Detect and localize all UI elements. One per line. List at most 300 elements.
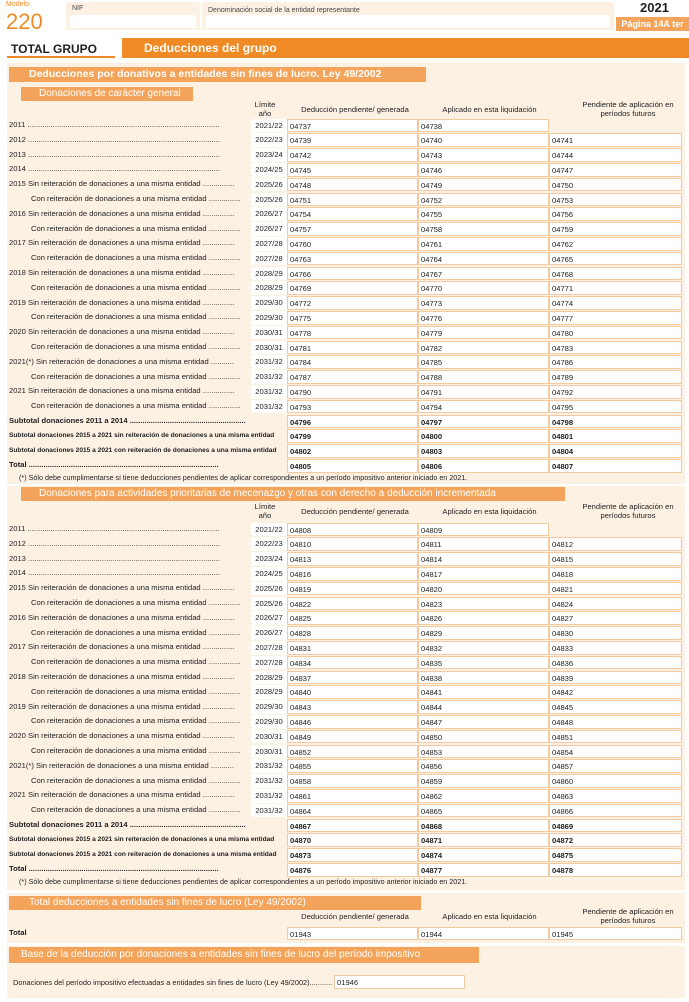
field-code: 04803 [421,447,443,457]
applied-field[interactable] [418,133,549,147]
total-label: Subtotal donaciones 2015 a 2021 sin reiteración de donaciones a una misma entidad [9,431,275,439]
pending-field[interactable] [287,178,418,192]
applied-field[interactable] [418,326,549,340]
field-code: 04768 [552,269,574,279]
future-field[interactable] [549,730,682,744]
applied-field[interactable] [418,207,549,221]
field-code: 04817 [421,569,443,579]
field-code: 04815 [552,555,574,565]
future-field[interactable] [549,567,682,581]
future-field[interactable] [549,597,682,611]
limit-year: 2023/24 [251,552,287,566]
field-code: 04771 [552,284,574,294]
pending-field[interactable] [287,567,418,581]
pending-total-field[interactable] [287,848,418,862]
pending-total-field[interactable] [287,429,418,443]
limit-year: 2031/32 [251,355,287,369]
field-code: 04845 [552,703,574,713]
pending-field[interactable] [287,385,418,399]
table-row [7,700,685,715]
field-code: 04872 [552,836,574,846]
pending-field[interactable] [287,193,418,207]
future-field[interactable] [549,207,682,221]
pending-field[interactable] [287,671,418,685]
future-field[interactable] [549,311,682,325]
pending-field[interactable] [287,774,418,788]
limit-year: 2031/32 [251,759,287,773]
field-code: 04868 [421,821,443,831]
col-future-header-3: Pendiente de aplicación en períodos futuros [582,907,674,925]
field-code: 04855 [290,762,312,772]
future-field[interactable] [549,715,682,729]
field-code: 04835 [421,658,443,668]
future-field[interactable] [549,774,682,788]
future-total-field[interactable] [549,444,682,458]
applied-field[interactable] [418,759,549,773]
applied-field[interactable] [418,789,549,803]
pending-field[interactable] [287,745,418,759]
row-label: Con reiteración de donaciones a una misma entidad ............... [31,775,241,785]
pending-field[interactable] [287,326,418,340]
row-label: Con reiteración de donaciones a una misma entidad ............... [31,342,241,351]
future-field[interactable] [549,341,682,355]
applied-field[interactable] [418,237,549,251]
applied-field[interactable] [418,296,549,310]
total-row [7,458,685,473]
applied-field[interactable] [418,537,549,551]
table-row [7,729,685,744]
future-field[interactable] [549,178,682,192]
col-pending-header: Deducción pendiente/ generada [301,105,409,114]
field-code: 04737 [290,121,312,131]
field-code: 04739 [290,136,312,146]
row-label: 2020 Sin reiteración de donaciones a una misma entidad ............... [9,327,235,337]
pending-field[interactable] [287,597,418,611]
field-code: 04810 [290,540,312,550]
pending-field[interactable] [287,685,418,699]
col-future-header-2: Pendiente de aplicación en períodos futuros [582,502,674,520]
priority-title: Donaciones para actividades prioritarias de mecenazgo y otras con derecho a deducción incrementada [21,487,565,501]
applied-field[interactable] [418,671,549,685]
field-code: 04788 [421,373,443,383]
field-code: 04853 [421,747,443,757]
row-label: Con reiteración de donaciones a una misma entidad ............... [31,805,241,815]
field-code: 04799 [290,432,312,442]
field-code: 04781 [290,343,312,353]
applied-field[interactable] [418,611,549,625]
total-row [7,414,685,429]
row-label: 2014 ........................................................................................... [9,164,220,174]
pending-field[interactable] [287,715,418,729]
pending-field[interactable] [287,163,418,177]
applied-field[interactable] [418,193,549,207]
row-label: 2011 ........................................................................................... [9,524,220,533]
applied-field[interactable] [418,804,549,818]
field-code: 04836 [552,658,574,668]
nif-input[interactable] [70,15,196,28]
pending-field[interactable] [287,133,418,147]
table-row [7,148,685,163]
applied-field[interactable] [418,267,549,281]
future-field[interactable] [549,400,682,414]
pending-field[interactable] [287,252,418,266]
table-row [7,655,685,670]
pending-field[interactable] [287,582,418,596]
table-row [7,566,685,581]
applied-field[interactable] [418,685,549,699]
applied-total-field[interactable] [418,444,549,458]
future-total-field[interactable] [549,863,682,877]
future-field[interactable] [549,685,682,699]
row-label: 2012 ........................................................................................... [9,538,220,548]
future-field[interactable] [549,537,682,551]
total-label: Total [9,928,27,937]
applied-field[interactable] [418,552,549,566]
field-code: 04770 [421,284,443,294]
applied-total-field[interactable] [418,459,549,473]
field-code: 04840 [290,688,312,698]
future-field[interactable] [549,355,682,369]
future-total-field[interactable] [549,819,682,833]
pending-field[interactable] [287,296,418,310]
field-code: 04761 [421,239,443,249]
future-total-field[interactable] [549,848,682,862]
applied-field[interactable] [418,178,549,192]
future-field[interactable] [549,163,682,177]
future-field[interactable] [549,133,682,147]
table-row [7,236,685,251]
field-code: 04782 [421,343,443,353]
future-total-field[interactable] [549,429,682,443]
pending-field[interactable] [287,730,418,744]
future-field[interactable] [549,552,682,566]
field-code: 04744 [552,151,574,161]
row-label: 2021(*) Sin reiteración de donaciones a una misma entidad ........... [9,356,234,366]
pending-total-field[interactable] [287,833,418,847]
field-code: 04805 [290,461,312,471]
row-label: 2021 Sin reiteración de donaciones a una misma entidad ............... [9,790,235,800]
total-row [7,429,685,444]
future-field[interactable] [549,148,682,162]
future-field[interactable] [549,804,682,818]
field-code: 04820 [421,584,443,594]
pending-total-field[interactable] [287,444,418,458]
field-code: 04875 [552,851,574,861]
field-code: 04867 [290,821,312,831]
table-row [7,207,685,222]
applied-field[interactable] [418,700,549,714]
field-code: 04869 [552,821,574,831]
table-row [7,640,685,655]
limit-year: 2030/31 [251,730,287,744]
table-row [7,552,685,567]
row-label: 2011 ........................................................................................... [9,120,220,129]
row-label: Con reiteración de donaciones a una misma entidad ............... [31,716,241,726]
applied-field[interactable] [418,774,549,788]
row-label: 2015 Sin reiteración de donaciones a una misma entidad ............... [9,179,235,189]
field-code: 04778 [290,328,312,338]
field-code: 04809 [421,525,443,535]
applied-field[interactable] [418,567,549,581]
total-row [7,444,685,459]
pending-field[interactable] [287,523,418,537]
pending-field[interactable] [287,311,418,325]
table-row [7,222,685,237]
pending-field[interactable] [287,626,418,640]
pending-field[interactable] [287,552,418,566]
col-pending-header-3: Deducción pendiente/ generada [301,912,409,921]
field-code: 04763 [290,254,312,264]
modelo-number: 220 [6,9,43,34]
pending-field[interactable] [287,148,418,162]
nif-label: NIF [72,5,84,12]
applied-field[interactable] [418,222,549,236]
limit-year: 2030/31 [251,341,287,355]
pending-total-field[interactable] [287,415,418,429]
applied-field[interactable] [418,281,549,295]
pending-total-field[interactable] [287,819,418,833]
field-code: 04823 [421,599,443,609]
pending-field[interactable] [287,700,418,714]
applied-field[interactable] [418,523,549,537]
future-field-disabled [549,523,682,537]
limit-year: 2031/32 [251,804,287,818]
denominacion-label: Denominación social de la entidad representante [208,7,360,14]
field-code: 04811 [421,540,442,550]
total-pending-field[interactable] [287,927,418,941]
table-row [7,177,685,192]
field-code: 04833 [552,643,574,653]
field-code: 04825 [290,614,312,624]
field-code: 04762 [552,239,574,249]
pending-field[interactable] [287,267,418,281]
total-label: Subtotal donaciones 2011 a 2014 ....................................................... [9,416,246,425]
applied-field[interactable] [418,252,549,266]
table-row [7,251,685,266]
field-code: 04793 [290,402,312,412]
field-code: 04807 [552,461,574,471]
pending-field[interactable] [287,759,418,773]
future-total-field[interactable] [549,833,682,847]
applied-field[interactable] [418,311,549,325]
limit-year: 2031/32 [251,789,287,803]
total-label: Subtotal donaciones 2015 a 2021 con reiteración de donaciones a una misma entidad [9,850,277,858]
total-section [7,893,685,943]
field-code: 04842 [552,688,574,698]
field-code: 04841 [421,688,443,698]
applied-field[interactable] [418,341,549,355]
field-code: 04829 [421,629,443,639]
future-field[interactable] [549,611,682,625]
row-label: 2016 Sin reiteración de donaciones a una misma entidad ............... [9,612,235,622]
future-field[interactable] [549,252,682,266]
future-field[interactable] [549,237,682,251]
row-label: 2018 Sin reiteración de donaciones a una misma entidad ............... [9,268,235,277]
row-label: Con reiteración de donaciones a una misma entidad ............... [31,282,241,292]
general-note: (*) Sólo debe cumplimentarse si tiene deducciones pendientes de aplicar correspondientes a un período impositivo anterior iniciado en 2021. [19,473,468,482]
applied-field[interactable] [418,355,549,369]
denominacion-input[interactable] [206,15,610,28]
total-row [7,926,685,941]
field-code: 04800 [421,432,443,442]
applied-field[interactable] [418,730,549,744]
future-field[interactable] [549,671,682,685]
applied-field[interactable] [418,715,549,729]
limit-year: 2025/26 [251,193,287,207]
field-code: 04787 [290,373,312,383]
field-code: 04830 [552,629,574,639]
pending-field[interactable] [287,400,418,414]
modelo-label: Modelo [6,1,29,8]
field-code: 04858 [290,777,312,787]
field-code: 04826 [421,614,443,624]
pending-field[interactable] [287,641,418,655]
pending-field[interactable] [287,119,418,133]
pending-field[interactable] [287,207,418,221]
future-field[interactable] [549,759,682,773]
field-code: 04765 [552,254,574,264]
pending-total-field[interactable] [287,459,418,473]
applied-total-field[interactable] [418,863,549,877]
future-field[interactable] [549,626,682,640]
applied-field[interactable] [418,745,549,759]
total-applied-field[interactable] [418,927,549,941]
row-label: Con reiteración de donaciones a una misma entidad ............... [31,598,241,607]
pending-total-field[interactable] [287,863,418,877]
applied-field[interactable] [418,641,549,655]
row-label: 2013 ........................................................................................... [9,149,220,159]
field-code: 04818 [552,569,574,579]
base-field[interactable] [334,975,465,989]
field-code: 04760 [290,239,312,249]
future-field[interactable] [549,789,682,803]
future-field[interactable] [549,700,682,714]
priority-rows [7,522,685,878]
future-total-field[interactable] [549,459,682,473]
field-code: 04821 [552,584,574,594]
limit-year: 2023/24 [251,148,287,162]
field-code: 04808 [290,525,312,535]
field-code: 04839 [552,673,574,683]
future-field[interactable] [549,267,682,281]
limit-year: 2026/27 [251,626,287,640]
field-code: 04776 [421,313,443,323]
field-code: 04757 [290,225,312,235]
table-row [7,118,685,133]
total-label: Total .......................................................................................... [9,864,219,874]
applied-total-field[interactable] [418,848,549,862]
pending-field[interactable] [287,281,418,295]
field-code: 04785 [421,358,443,368]
total-future-field[interactable] [549,927,682,941]
pending-field[interactable] [287,341,418,355]
row-label: 2016 Sin reiteración de donaciones a una misma entidad ............... [9,208,235,218]
future-field[interactable] [549,641,682,655]
applied-total-field[interactable] [418,415,549,429]
limit-year: 2029/30 [251,700,287,714]
table-row [7,788,685,803]
applied-field[interactable] [418,582,549,596]
future-field[interactable] [549,326,682,340]
limit-year: 2028/29 [251,281,287,295]
table-row [7,744,685,759]
field-code: 04773 [421,299,443,309]
pending-field[interactable] [287,222,418,236]
field-code: 04806 [421,461,443,471]
general-title: Donaciones de carácter general [21,87,193,101]
row-label: 2020 Sin reiteración de donaciones a una misma entidad ............... [9,731,235,741]
row-label: Con reiteración de donaciones a una misma entidad ............... [31,312,241,322]
limit-year: 2024/25 [251,567,287,581]
field-code: 04849 [290,732,312,742]
future-field[interactable] [549,193,682,207]
total-row [7,818,685,833]
pending-field[interactable] [287,804,418,818]
future-total-field[interactable] [549,415,682,429]
table-row [7,399,685,414]
field-code: 04828 [290,629,312,639]
table-row [7,581,685,596]
future-field[interactable] [549,656,682,670]
field-code: 04759 [552,225,574,235]
future-field[interactable] [549,296,682,310]
field-code: 04792 [552,387,574,397]
pending-field[interactable] [287,789,418,803]
table-row [7,537,685,552]
pending-field[interactable] [287,611,418,625]
applied-total-field[interactable] [418,429,549,443]
pending-field[interactable] [287,355,418,369]
applied-total-field[interactable] [418,819,549,833]
applied-field[interactable] [418,400,549,414]
field-code: 04767 [421,269,443,279]
applied-total-field[interactable] [418,833,549,847]
applied-field[interactable] [418,119,549,133]
applied-field[interactable] [418,370,549,384]
future-field[interactable] [549,370,682,384]
table-row [7,370,685,385]
limit-year: 2029/30 [251,296,287,310]
pending-field[interactable] [287,237,418,251]
field-code: 04862 [421,791,443,801]
applied-field[interactable] [418,163,549,177]
row-label: 2014 ........................................................................................... [9,568,220,578]
pending-field[interactable] [287,656,418,670]
row-label: Con reiteración de donaciones a una misma entidad ............... [31,627,241,637]
future-field[interactable] [549,745,682,759]
general-rows [7,118,685,474]
future-field[interactable] [549,385,682,399]
table-row [7,626,685,641]
applied-field[interactable] [418,597,549,611]
future-field[interactable] [549,582,682,596]
applied-field[interactable] [418,148,549,162]
pending-field[interactable] [287,537,418,551]
limit-year: 2026/27 [251,611,287,625]
future-field[interactable] [549,222,682,236]
year-label: 2021 [640,0,669,15]
row-label: 2021 Sin reiteración de donaciones a una misma entidad ............... [9,386,235,396]
table-row [7,340,685,355]
future-field[interactable] [549,281,682,295]
table-row [7,670,685,685]
applied-field[interactable] [418,626,549,640]
applied-field[interactable] [418,385,549,399]
pending-field[interactable] [287,370,418,384]
field-code: 04752 [421,195,443,205]
applied-field[interactable] [418,656,549,670]
field-code: 04780 [552,328,574,338]
